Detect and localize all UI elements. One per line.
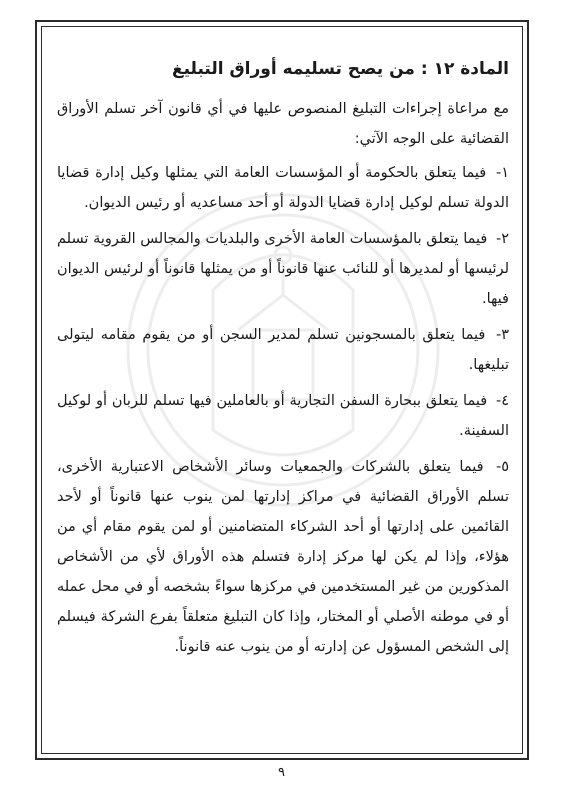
list-item — [57, 158, 509, 218]
article-content — [57, 52, 509, 668]
list-item-number: ٣- — [495, 327, 509, 343]
list-item — [57, 224, 509, 314]
list-item — [57, 386, 509, 446]
list-item-text: فيما يتعلق بالحكومة أو المؤسسات العامة التي يمثلها وكيل إدارة قضايا الدولة تسلم لوكيل إدارة قضايا الدولة أو أحد مساعديه أو رئيس الديوان. — [57, 165, 509, 211]
list-item-text: فيما يتعلق ببحارة السفن التجارية أو بالعاملين فيها تسلم للربان أو لوكيل السفينة. — [57, 393, 509, 439]
list-item-number: ١- — [495, 165, 510, 181]
list-item-number: ٥- — [495, 459, 509, 475]
list-item-number: ٢- — [495, 231, 510, 247]
list-item-text: فيما يتعلق بالمسجونين تسلم لمدير السجن أو من يقوم مقامه ليتولى تبليغها. — [57, 327, 509, 373]
page-number: ٩ — [278, 765, 285, 780]
article-intro: مع مراعاة إجراءات التبليغ المنصوص عليها في أي قانون آخر تسلم الأوراق القضائية على الوجه الآتي: — [57, 101, 509, 147]
list-item-text: فيما يتعلق بالشركات والجمعيات وسائر الأشخاص الاعتبارية الأخرى، تسلم الأوراق القضائية في مراكز إدارتها لمن ينوب عنها قانوناً أو لأحد القائمين على إدارتها أو أحد الشركاء المتضامنين أو لمن يقوم مقام أي من هؤلاء، وإذا لم يكن لها مركز إدارة فتسلم هذه الأوراق لأي من الأشخاص المذكورين من غير المستخدمين في مركزها سواءً بشخصه أو في محل عمله أو في موطنه الأصلي أو المختار، وإذا كان التبليغ متعلقاً بفرع الشركة فيسلم إلى الشخص المسؤول عن إدارته أو من ينوب عنه قانوناً. — [57, 459, 509, 655]
article-title: المادة ١٢ : من يصح تسليمه أوراق التبليغ — [171, 59, 509, 79]
list-item — [57, 452, 509, 662]
list-item — [57, 320, 509, 380]
list-item-text: فيما يتعلق بالمؤسسات العامة الأخرى والبلديات والمجالس القروية تسلم لرئيسها أو لمديرها أو للنائب عنها قانوناً أو من يمثلها قانوناً أو لرئيس الديوان فيها. — [57, 231, 509, 307]
list-item-number: ٤- — [495, 393, 510, 409]
